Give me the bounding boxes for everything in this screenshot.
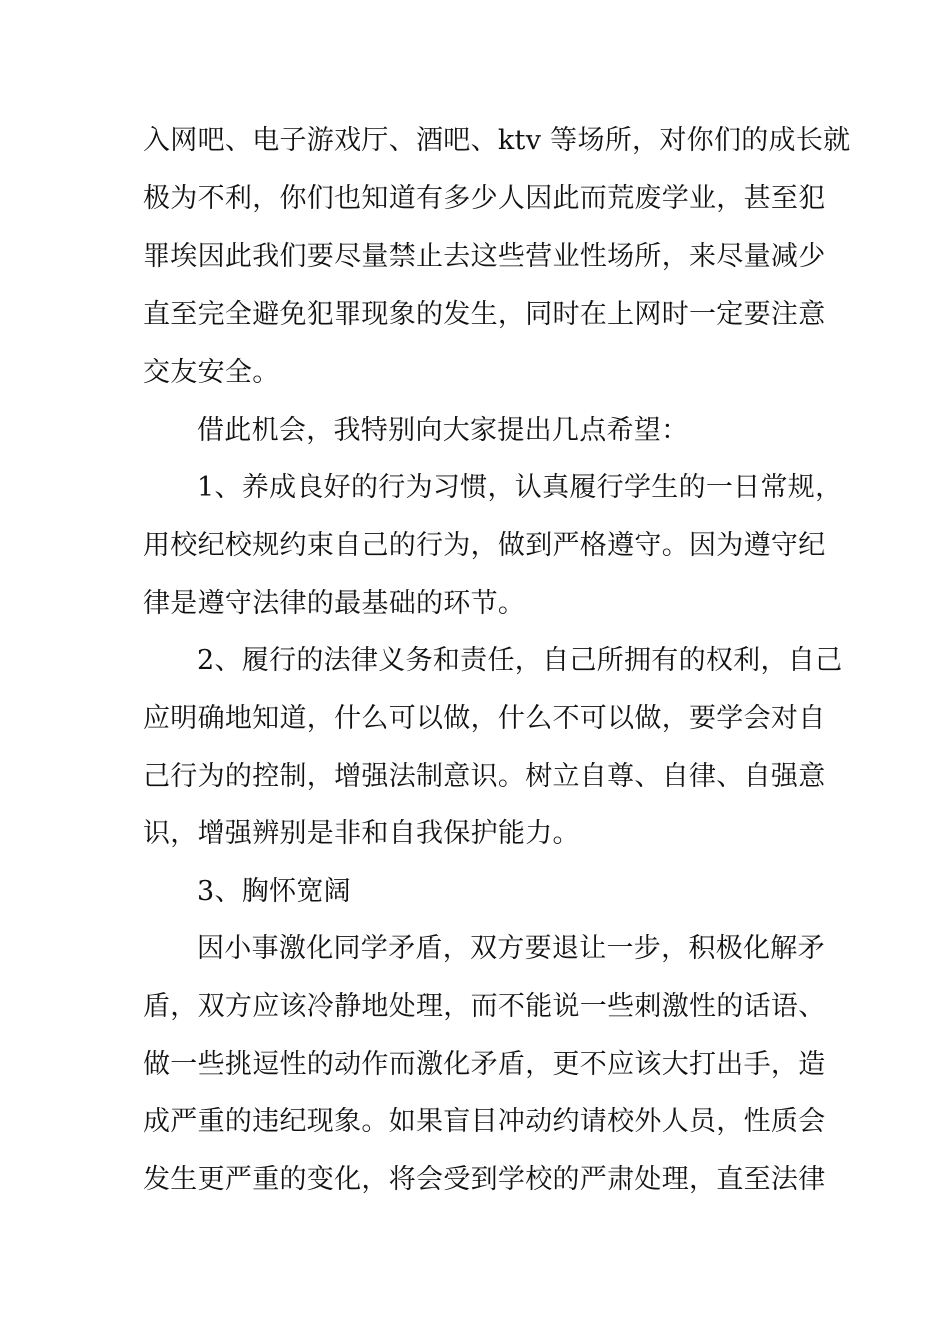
text-line: 应明确地知道，什么可以做，什么不可以做，要学会对自	[143, 703, 826, 734]
text-line: 3、胸怀宽阔	[197, 876, 351, 907]
text-line: 用校纪校规约束自己的行为，做到严格遵守。因为遵守纪	[143, 530, 826, 561]
text-line: 2、履行的法律义务和责任，自己所拥有的权利，自己	[197, 645, 843, 676]
text-line: 识，增强辨别是非和自我保护能力。	[143, 818, 580, 849]
text-line: 成严重的违纪现象。如果盲目冲动约请校外人员，性质会	[143, 1106, 826, 1137]
text-line: 律是遵守法律的最基础的环节。	[143, 588, 526, 619]
text-line: 罪埃因此我们要尽量禁止去这些营业性场所，来尽量减少	[143, 241, 826, 272]
text-line: 直至完全避免犯罪现象的发生，同时在上网时一定要注意	[143, 299, 826, 330]
text-line: 盾，双方应该冷静地处理，而不能说一些刺激性的话语、	[143, 991, 826, 1022]
text-line: 因小事激化同学矛盾，双方要退让一步，积极化解矛	[197, 933, 825, 964]
text-line: 极为不利，你们也知道有多少人因此而荒废学业，甚至犯	[143, 183, 826, 214]
text-line: 借此机会，我特别向大家提出几点希望：	[197, 415, 689, 446]
text-line: 1、养成良好的行为习惯，认真履行学生的一日常规，	[197, 472, 843, 503]
text-line: 交友安全。	[143, 357, 280, 388]
text-line: 己行为的控制，增强法制意识。树立自尊、自律、自强意	[143, 761, 826, 792]
text-line: 入网吧、电子游戏厅、酒吧、ktv 等场所，对你们的成长就	[143, 125, 851, 156]
text-line: 发生更严重的变化，将会受到学校的严肃处理，直至法律	[143, 1164, 826, 1195]
text-line: 做一些挑逗性的动作而激化矛盾，更不应该大打出手，造	[143, 1049, 826, 1080]
